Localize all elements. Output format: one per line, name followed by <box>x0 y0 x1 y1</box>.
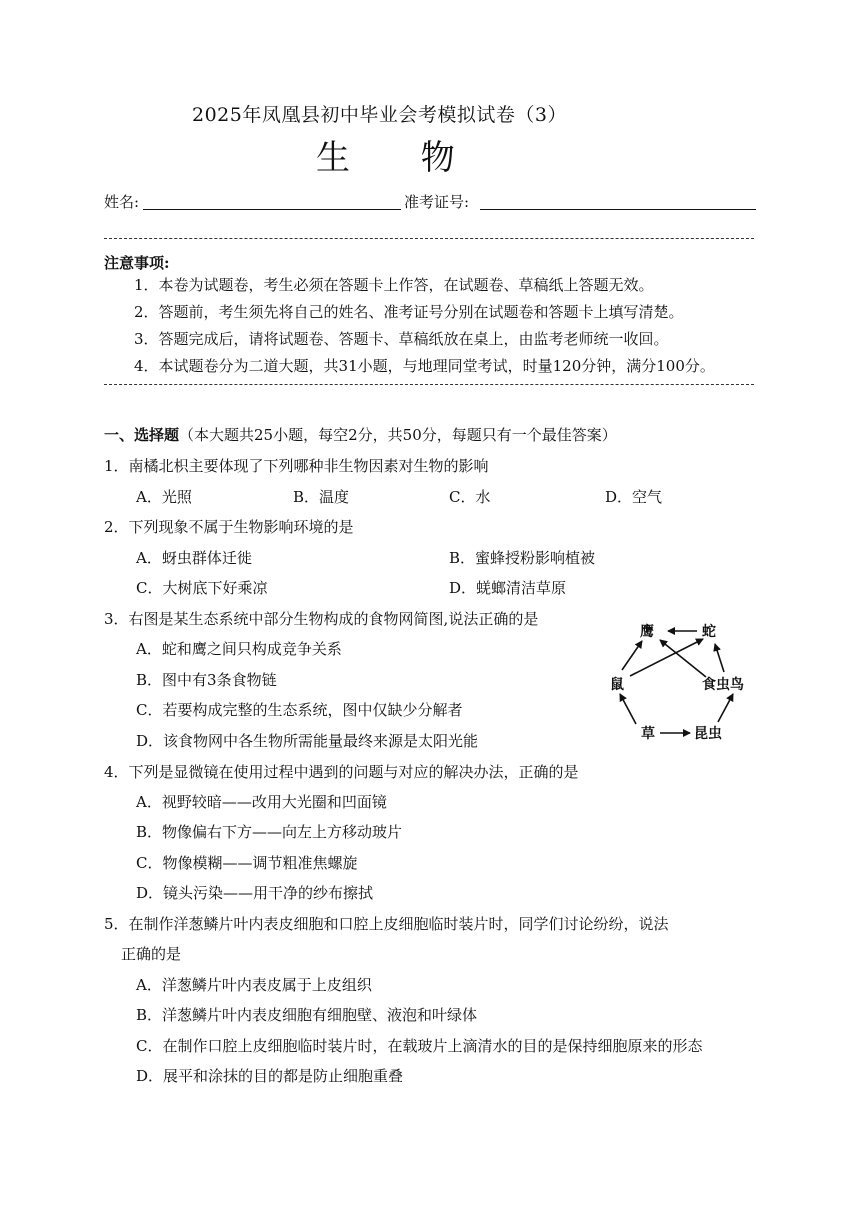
question-2: 2．下列现象不属于生物影响环境的是 <box>104 518 354 536</box>
option-5c[interactable]: C．在制作口腔上皮细胞临时装片时，在载玻片上滴清水的目的是保持细胞原来的形态 <box>136 1037 703 1055</box>
divider-top <box>104 238 754 239</box>
arrow-insect-bird <box>718 694 733 722</box>
option-4a[interactable]: A．视野较暗——改用大光圈和凹面镜 <box>136 793 387 811</box>
notice-item: 3．答题完成后，请将试题卷、答题卡、草稿纸放在桌上，由监考老师统一收回。 <box>134 330 669 348</box>
notice-item: 1．本卷为试题卷，考生必须在答题卡上作答，在试题卷、草稿纸上答题无效。 <box>134 276 654 294</box>
question-4: 4．下列是显微镜在使用过程中遇到的问题与对应的解决办法，正确的是 <box>104 763 579 781</box>
option-2c[interactable]: C．大树底下好乘凉 <box>136 579 268 597</box>
option-4c[interactable]: C．物像模糊——调节粗准焦螺旋 <box>136 854 358 872</box>
subject-title: 生 物 <box>316 138 485 178</box>
node-snake: 蛇 <box>702 624 716 640</box>
food-web-diagram <box>608 616 758 746</box>
arrow-bird-eagle <box>660 640 706 677</box>
notice-title: 注意事项: <box>104 254 170 272</box>
notice-item: 4．本试题卷分为二道大题，共31小题，与地理同堂考试，时量120分钟，满分100分。 <box>134 357 715 375</box>
option-5a[interactable]: A．洋葱鳞片叶内表皮属于上皮组织 <box>136 976 372 994</box>
divider-bottom <box>104 384 754 385</box>
section-title: 一、选择题 <box>104 426 180 444</box>
node-grass: 草 <box>641 726 655 742</box>
arrow-grass-mouse <box>620 694 636 724</box>
option-4d[interactable]: D．镜头污染——用干净的纱布擦拭 <box>136 884 374 902</box>
option-1d[interactable]: D．空气 <box>605 488 663 506</box>
option-1a[interactable]: A．光照 <box>136 488 192 506</box>
option-3a[interactable]: A．蛇和鹰之间只构成竞争关系 <box>136 640 342 658</box>
node-insect: 昆虫 <box>694 726 722 742</box>
name-label: 姓名: <box>104 193 140 211</box>
section-desc: （本大题共25小题，每空2分，共50分，每题只有一个最佳答案） <box>179 426 617 444</box>
option-3c[interactable]: C．若要构成完整的生态系统，图中仅缺少分解者 <box>136 701 463 719</box>
exam-title: 2025年凤凰县初中毕业会考模拟试卷（3） <box>192 104 567 126</box>
section-heading <box>104 424 617 445</box>
node-mouse: 鼠 <box>610 677 624 693</box>
name-field[interactable] <box>143 209 401 210</box>
option-5b[interactable]: B．洋葱鳞片叶内表皮细胞有细胞壁、液泡和叶绿体 <box>136 1006 478 1024</box>
option-3b[interactable]: B．图中有3条食物链 <box>136 671 277 689</box>
question-1: 1．南橘北枳主要体现了下列哪种非生物因素对生物的影响 <box>104 457 489 475</box>
question-5: 5．在制作洋葱鳞片叶内表皮细胞和口腔上皮细胞临时装片时，同学们讨论纷纷，说法 <box>104 915 669 933</box>
arrow-bird-snake <box>715 644 724 672</box>
node-bird: 食虫鸟 <box>702 677 744 693</box>
node-eagle: 鹰 <box>640 624 654 640</box>
option-5d[interactable]: D．展平和涂抹的目的都是防止细胞重叠 <box>136 1067 404 1085</box>
option-3d[interactable]: D．该食物网中各生物所需能量最终来源是太阳光能 <box>136 732 479 750</box>
id-label: 准考证号: <box>404 193 470 211</box>
option-2a[interactable]: A．蚜虫群体迁徙 <box>136 549 252 567</box>
option-1b[interactable]: B．温度 <box>293 488 350 506</box>
option-4b[interactable]: B．物像偏右下方——向左上方移动玻片 <box>136 823 403 841</box>
notice-item: 2．答题前，考生须先将自己的姓名、准考证号分别在试题卷和答题卡上填写清楚。 <box>134 303 684 321</box>
id-field[interactable] <box>480 209 756 210</box>
arrow-mouse-eagle <box>622 641 642 670</box>
option-2b[interactable]: B．蜜蜂授粉影响植被 <box>449 549 596 567</box>
question-3: 3．右图是某生态系统中部分生物构成的食物网简图,说法正确的是 <box>104 610 539 628</box>
option-2d[interactable]: D．蜣螂清洁草原 <box>449 579 567 597</box>
option-1c[interactable]: C．水 <box>449 488 491 506</box>
question-5-cont: 正确的是 <box>121 945 182 963</box>
